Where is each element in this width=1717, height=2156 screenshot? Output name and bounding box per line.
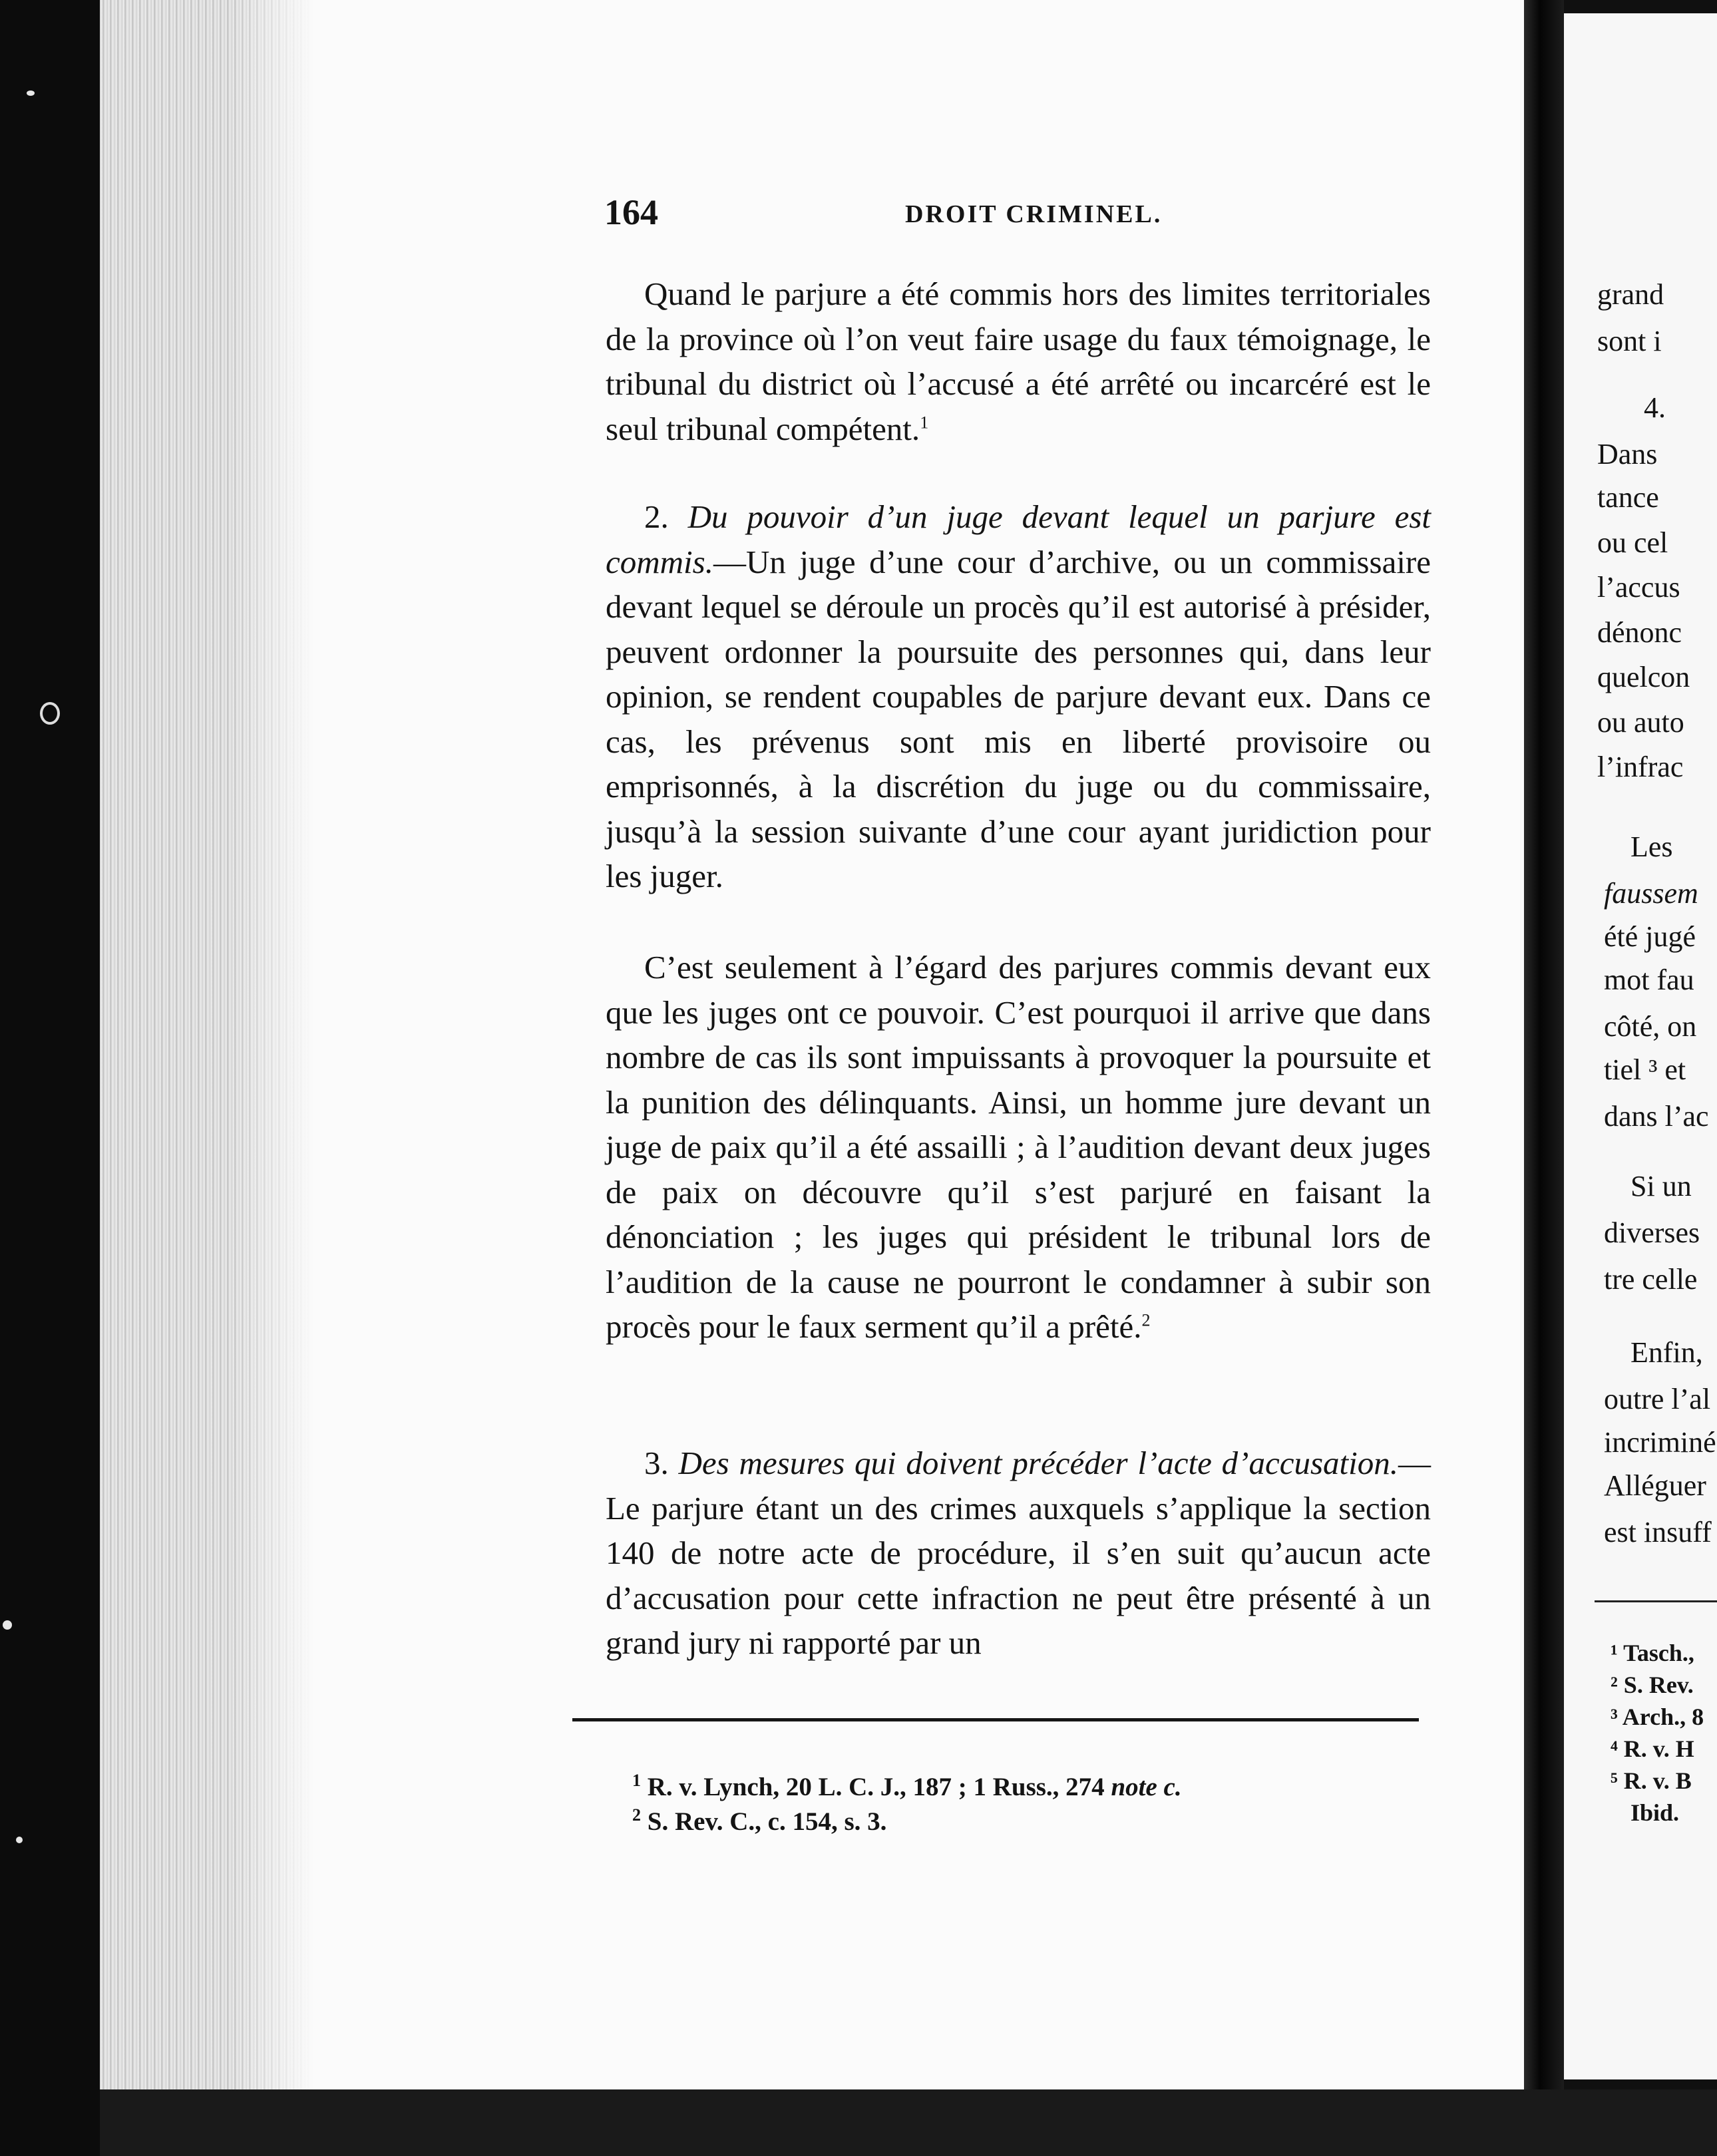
footnote — [632, 1805, 1182, 1839]
footnote-text: S. Rev. C., c. 154, s. 3. — [647, 1807, 887, 1836]
right-page-line: Si un — [1630, 1170, 1692, 1202]
right-page-footnote: Ibid. — [1630, 1799, 1680, 1826]
right-page-line: ou cel — [1597, 526, 1668, 559]
right-page-line: côté, on — [1604, 1010, 1697, 1043]
right-page-line: outre l’al — [1604, 1383, 1711, 1415]
paragraph-text: —Le parjure étant un des crimes auxquels s’applique la section 140 de notre acte de procédure, il s’en suit qu’aucun acte d’accusation pour cette infraction ne peut être présenté à un grand jury ni rapporté par un — [606, 1445, 1431, 1661]
section-number: 3. — [644, 1445, 669, 1481]
section-3 — [606, 1441, 1431, 1666]
right-page-footnote: ⁴ R. v. H — [1611, 1735, 1694, 1762]
footnote-text: R. v. Lynch, 20 L. C. J., 187 ; 1 Russ., 274 — [647, 1773, 1111, 1801]
scan-speck — [16, 1837, 23, 1843]
page-edge-stack — [100, 0, 313, 2089]
running-header: DROIT CRIMINEL. — [905, 200, 1163, 228]
right-page-line: tre celle — [1604, 1263, 1698, 1296]
paragraph-1 — [606, 271, 1431, 451]
right-page-footnote: ⁵ R. v. B — [1611, 1767, 1692, 1794]
right-page-line: l’infrac — [1597, 751, 1684, 783]
right-page-footnote: ² S. Rev. — [1611, 1672, 1694, 1698]
footnote-ref-2: 2 — [1141, 1310, 1151, 1330]
scan-speck — [27, 90, 35, 96]
right-page-line: tiel ³ et — [1604, 1053, 1686, 1086]
right-page-line: 4. — [1644, 391, 1666, 424]
footnote-rule — [572, 1718, 1419, 1721]
scan-speck — [3, 1620, 12, 1630]
footnote-mark: 1 — [632, 1771, 641, 1790]
paragraph-text: C’est seulement à l’égard des parjures commis devant eux que les juges ont ce pouvoir. C’est pourquoi il arrive que dans nombre de cas ils sont impuissants à provoquer la poursuite et la punition des délinquants. Ainsi, un homme jure devant un juge de paix qu’il a été assailli ; à l’audition devant deux juges de paix on découvre qu’il s’est parjuré en faisant la dénonciation ; les juges qui président le tribunal lors de l’audition de la cause ne pourront le condamner à subir son procès pour le faux serment qu’il a prêté. — [606, 949, 1431, 1345]
section-heading: Du pouvoir d’un juge devant lequel un parjure est commis. — [606, 498, 1431, 580]
right-page-line: tance — [1597, 481, 1659, 514]
right-page-line: Alléguer — [1604, 1469, 1706, 1502]
right-page-line: mot fau — [1604, 964, 1694, 996]
paragraph-text: Quand le parjure a été commis hors des limites territoriales de la province où l’on veut faire usage du faux témoignage, le tribunal du district où l’accusé a été arrêté ou incarcéré est le seul tribunal compétent. — [606, 275, 1431, 447]
right-page-line: Les — [1630, 830, 1673, 863]
right-page-line: faussem — [1604, 877, 1698, 910]
right-page-line: incriminé — [1604, 1426, 1716, 1459]
section-number: 2. — [644, 498, 669, 535]
right-page-line: Enfin, — [1630, 1336, 1703, 1369]
paragraph-text: —Un juge d’une cour d’archive, ou un commissaire devant lequel se déroule un procès qu’il est autorisé à présider, peuvent ordonner la poursuite des personnes qui, dans leur opinion, se rendent coupables de parjure devant eux. Dans ce cas, les prévenus sont mis en liberté provisoire ou emprisonnés, à la discrétion du juge ou du commissaire, jusqu’à la session suivante d’une cour ayant juridiction pour les juger. — [606, 543, 1431, 894]
footnote-ref-1: 1 — [920, 413, 929, 433]
right-page-line: dans l’ac — [1604, 1100, 1709, 1133]
book-spine — [1524, 0, 1564, 2096]
footnotes — [632, 1770, 1182, 1839]
section-2 — [606, 494, 1431, 899]
right-page-line: ou auto — [1597, 706, 1684, 739]
right-page-line: dénonc — [1597, 616, 1682, 649]
right-page-line: Dans — [1597, 438, 1658, 470]
scan-bottom-margin — [100, 2089, 1717, 2156]
book-page-right — [1564, 13, 1717, 2079]
right-page-line: l’accus — [1597, 571, 1680, 604]
footnote-mark: 2 — [632, 1805, 641, 1825]
section-heading: Des mesures qui doivent précéder l’acte d’accusation. — [678, 1445, 1398, 1481]
page-number: 164 — [604, 192, 658, 232]
right-page-line: sont i — [1597, 325, 1662, 357]
scan-speck — [40, 702, 60, 725]
footnote-rule — [1595, 1600, 1717, 1602]
right-page-footnote: ³ Arch., 8 — [1611, 1704, 1704, 1730]
right-page-line: été jugé — [1604, 920, 1696, 953]
footnote-italic: note c. — [1111, 1773, 1182, 1801]
right-page-line: diverses — [1604, 1216, 1700, 1249]
right-page-footnote: ¹ Tasch., — [1611, 1640, 1694, 1666]
right-page-line: est insuff — [1604, 1516, 1712, 1548]
paragraph-3 — [606, 945, 1431, 1349]
right-page-line: grand — [1597, 278, 1664, 311]
footnote — [632, 1770, 1182, 1805]
right-page-line: quelcon — [1597, 661, 1690, 693]
